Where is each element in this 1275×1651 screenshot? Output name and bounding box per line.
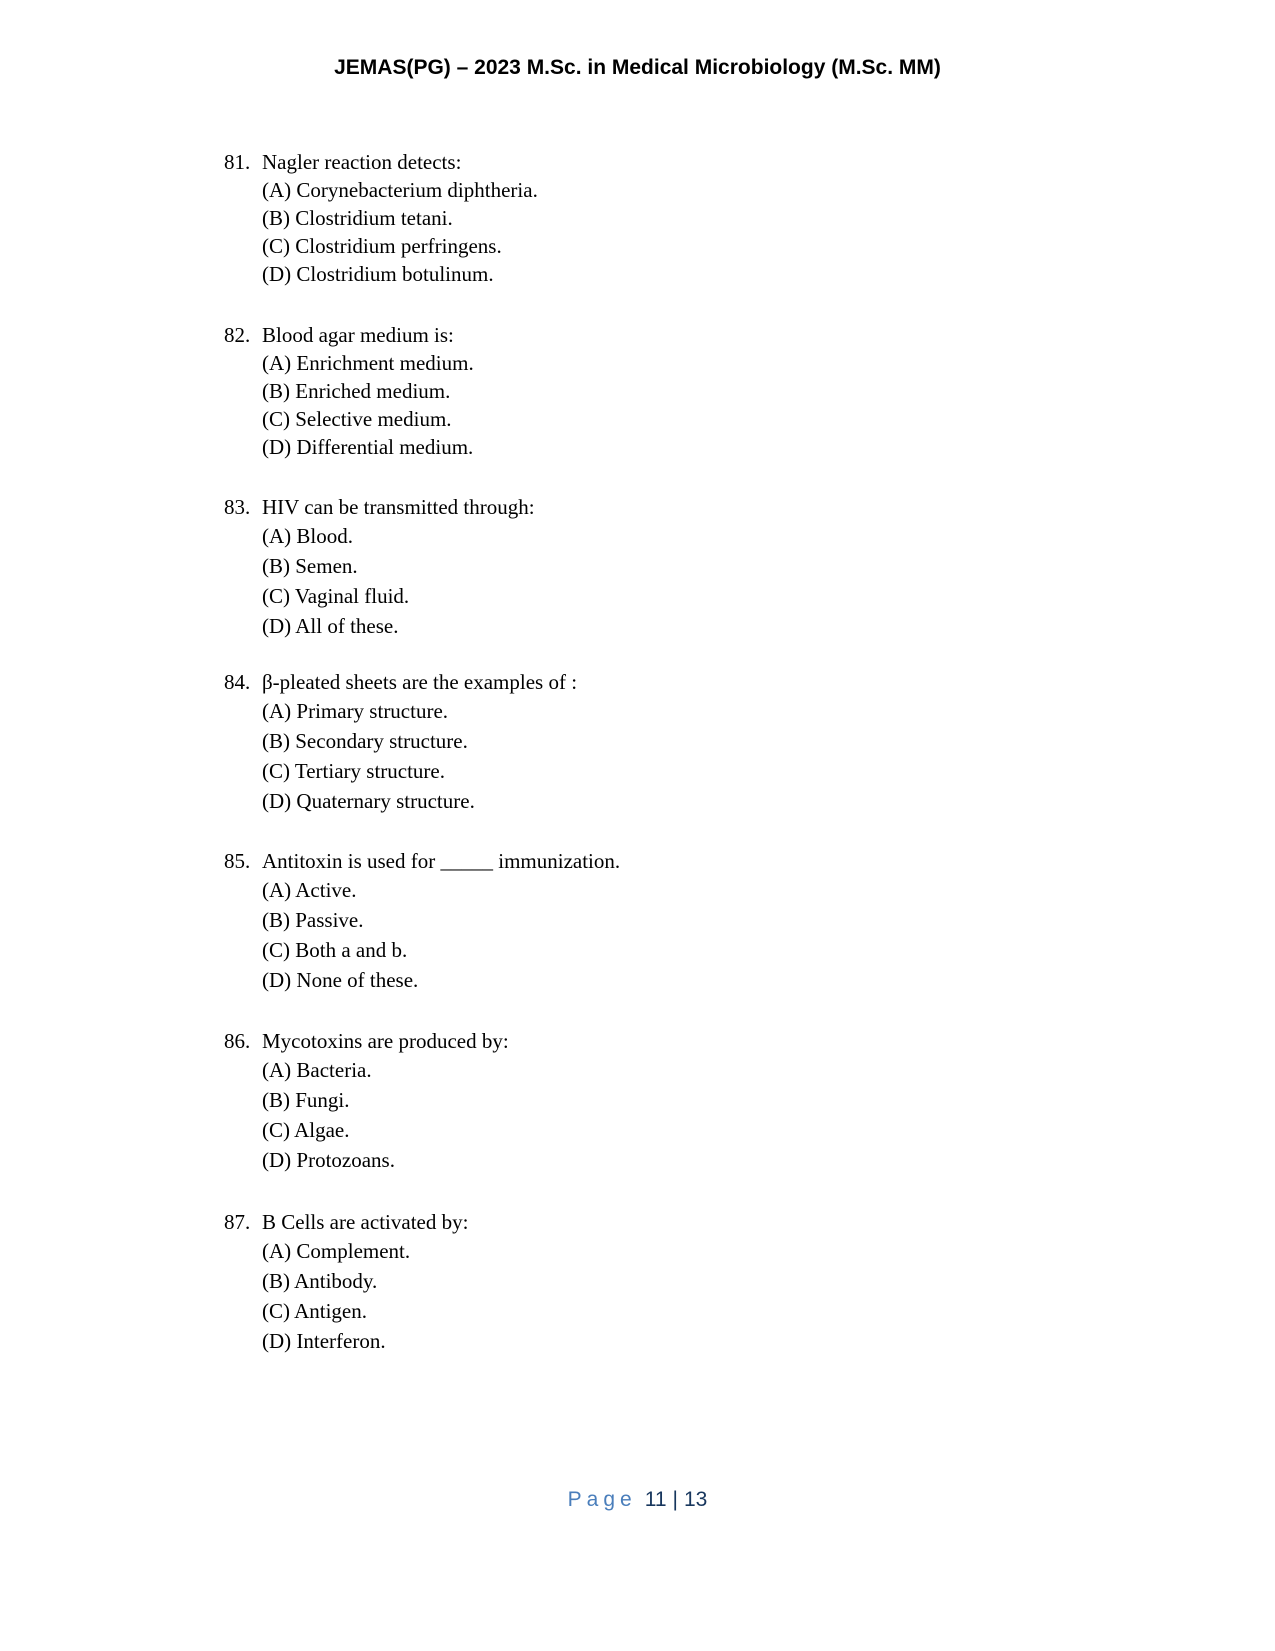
option-list	[224, 176, 538, 288]
option-d: (D) Quaternary structure.	[262, 789, 475, 813]
question-text: Blood agar medium is:	[262, 323, 454, 347]
option-b: (B) Semen.	[262, 554, 358, 578]
option-a: (A) Enrichment medium.	[262, 351, 474, 375]
option-c: (C) Antigen.	[262, 1299, 367, 1323]
question-stem	[224, 668, 577, 696]
option-list	[224, 349, 474, 461]
question-stem	[224, 493, 535, 521]
question-number: 84.	[224, 670, 251, 694]
option-d: (D) None of these.	[262, 968, 419, 992]
question-84	[224, 668, 577, 816]
page-separator: |	[672, 1488, 678, 1511]
question-text: Antitoxin is used for _____ immunization.	[262, 849, 621, 873]
question-stem	[224, 1208, 468, 1236]
question-text: HIV can be transmitted through:	[262, 495, 535, 519]
option-d: (D) Differential medium.	[262, 435, 474, 459]
question-82	[224, 321, 474, 461]
question-stem	[224, 1027, 509, 1055]
option-b: (B) Fungi.	[262, 1088, 350, 1112]
option-a: (A) Complement.	[262, 1239, 411, 1263]
option-b: (B) Clostridium tetani.	[262, 206, 453, 230]
option-c: (C) Selective medium.	[262, 407, 452, 431]
option-c: (C) Both a and b.	[262, 938, 408, 962]
option-list	[224, 875, 620, 995]
page-header-title: JEMAS(PG) – 2023 M.Sc. in Medical Microbiology (M.Sc. MM)	[334, 56, 941, 79]
question-number: 81.	[224, 150, 251, 174]
option-c: (C) Algae.	[262, 1118, 350, 1142]
option-a: (A) Active.	[262, 878, 357, 902]
option-c: (C) Clostridium perfringens.	[262, 234, 502, 258]
question-text: B Cells are activated by:	[262, 1210, 469, 1234]
option-b: (B) Enriched medium.	[262, 379, 451, 403]
option-list	[224, 1055, 509, 1175]
question-text: Mycotoxins are produced by:	[262, 1029, 509, 1053]
question-stem	[224, 321, 474, 349]
total-pages: 13	[683, 1488, 708, 1511]
question-number: 86.	[224, 1029, 251, 1053]
question-number: 85.	[224, 849, 251, 873]
option-c: (C) Tertiary structure.	[262, 759, 445, 783]
question-85	[224, 847, 620, 995]
question-stem	[224, 847, 620, 875]
question-number: 82.	[224, 323, 251, 347]
option-list	[224, 521, 535, 641]
question-86	[224, 1027, 509, 1175]
question-stem	[224, 148, 538, 176]
option-d: (D) Clostridium botulinum.	[262, 262, 494, 286]
option-c: (C) Vaginal fluid.	[262, 584, 410, 608]
option-a: (A) Corynebacterium diphtheria.	[262, 178, 538, 202]
option-list	[224, 696, 577, 816]
option-b: (B) Secondary structure.	[262, 729, 468, 753]
question-87	[224, 1208, 468, 1356]
option-a: (A) Bacteria.	[262, 1058, 372, 1082]
option-a: (A) Blood.	[262, 524, 353, 548]
option-b: (B) Antibody.	[262, 1269, 378, 1293]
question-number: 83.	[224, 495, 251, 519]
question-number: 87.	[224, 1210, 251, 1234]
option-b: (B) Passive.	[262, 908, 364, 932]
option-d: (D) Interferon.	[262, 1329, 386, 1353]
page-label: Page	[567, 1488, 637, 1511]
option-a: (A) Primary structure.	[262, 699, 449, 723]
option-list	[224, 1236, 468, 1356]
option-d: (D) All of these.	[262, 614, 399, 638]
question-text: β-pleated sheets are the examples of :	[262, 670, 578, 694]
question-text: Nagler reaction detects:	[262, 150, 462, 174]
question-83	[224, 493, 535, 641]
page-number: 11	[644, 1488, 667, 1511]
question-81	[224, 148, 538, 288]
option-d: (D) Protozoans.	[262, 1148, 395, 1172]
page-footer	[0, 1488, 1275, 1512]
